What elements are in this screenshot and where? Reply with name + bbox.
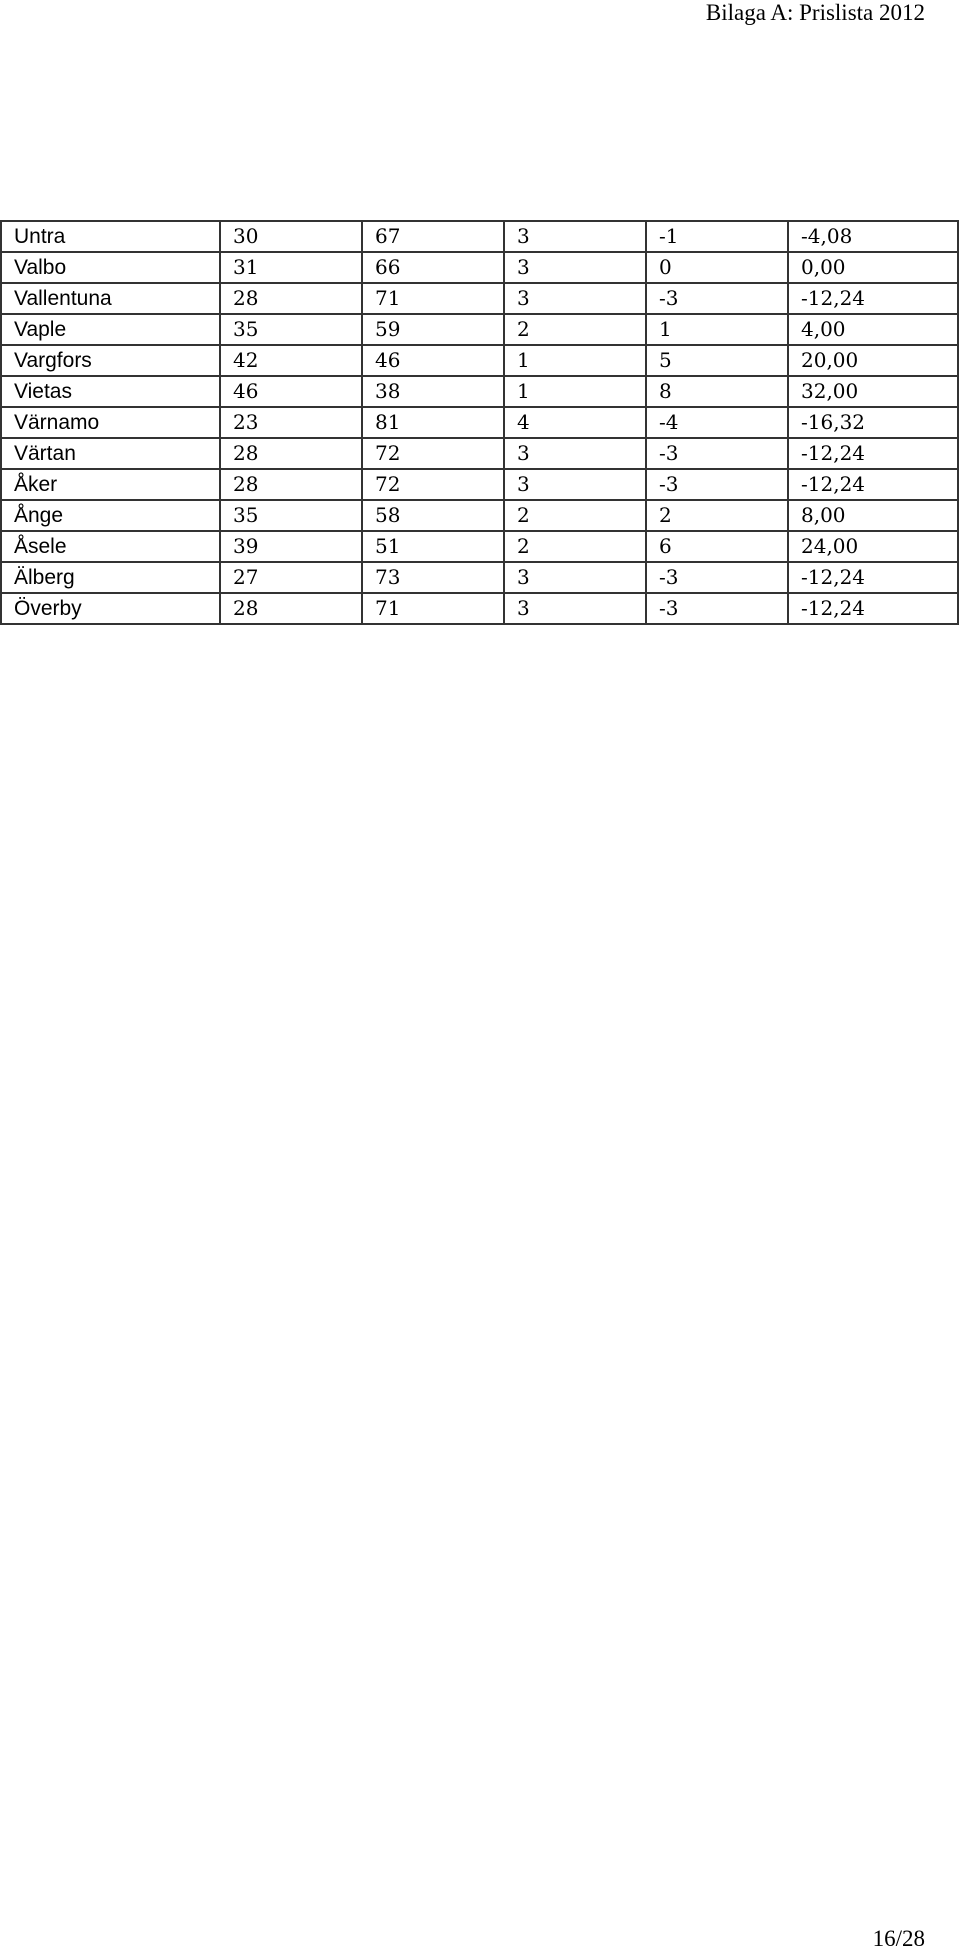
table-cell-location-name: Åsele xyxy=(1,531,220,562)
table-cell-value-3: 1 xyxy=(504,345,646,376)
table-cell-value-3: 1 xyxy=(504,376,646,407)
table-cell-value-5: -12,24 xyxy=(788,438,958,469)
table-cell-value-1: 28 xyxy=(220,283,362,314)
table-cell-value-5: 20,00 xyxy=(788,345,958,376)
table-cell-value-3: 2 xyxy=(504,314,646,345)
table-cell-value-5: -12,24 xyxy=(788,283,958,314)
table-cell-value-2: 67 xyxy=(362,221,504,252)
table-cell-value-4: 8 xyxy=(646,376,788,407)
table-cell-value-4: -3 xyxy=(646,593,788,624)
table-cell-location-name: Älberg xyxy=(1,562,220,593)
table-row xyxy=(1,252,958,283)
table-cell-value-1: 23 xyxy=(220,407,362,438)
table-row xyxy=(1,438,958,469)
table-cell-value-3: 3 xyxy=(504,562,646,593)
table-cell-value-2: 71 xyxy=(362,283,504,314)
table-row xyxy=(1,407,958,438)
table-cell-value-3: 3 xyxy=(504,283,646,314)
table-cell-value-1: 30 xyxy=(220,221,362,252)
table-cell-location-name: Vargfors xyxy=(1,345,220,376)
table-cell-value-5: 24,00 xyxy=(788,531,958,562)
table-cell-location-name: Överby xyxy=(1,593,220,624)
table-row xyxy=(1,345,958,376)
table-cell-location-name: Vaple xyxy=(1,314,220,345)
table-cell-value-4: 5 xyxy=(646,345,788,376)
table-cell-value-5: -12,24 xyxy=(788,593,958,624)
table-cell-value-4: -3 xyxy=(646,562,788,593)
table-cell-value-5: 32,00 xyxy=(788,376,958,407)
table-cell-value-4: 2 xyxy=(646,500,788,531)
table-cell-location-name: Untra xyxy=(1,221,220,252)
table-cell-value-5: 8,00 xyxy=(788,500,958,531)
table-row xyxy=(1,500,958,531)
table-cell-location-name: Valbo xyxy=(1,252,220,283)
table-cell-value-2: 58 xyxy=(362,500,504,531)
table-cell-value-3: 3 xyxy=(504,593,646,624)
table-cell-value-5: 4,00 xyxy=(788,314,958,345)
table-cell-value-2: 51 xyxy=(362,531,504,562)
table-row xyxy=(1,314,958,345)
table-cell-value-4: -3 xyxy=(646,469,788,500)
table-cell-value-3: 2 xyxy=(504,500,646,531)
table-cell-value-5: -12,24 xyxy=(788,562,958,593)
table-cell-location-name: Värtan xyxy=(1,438,220,469)
table-cell-value-2: 59 xyxy=(362,314,504,345)
table-cell-value-2: 72 xyxy=(362,438,504,469)
table-cell-value-4: -3 xyxy=(646,438,788,469)
table-cell-value-3: 3 xyxy=(504,438,646,469)
table-cell-value-5: -4,08 xyxy=(788,221,958,252)
table-cell-value-3: 4 xyxy=(504,407,646,438)
table-cell-value-1: 42 xyxy=(220,345,362,376)
table-cell-value-2: 66 xyxy=(362,252,504,283)
price-list-table-body xyxy=(1,221,958,624)
table-cell-location-name: Åker xyxy=(1,469,220,500)
table-row xyxy=(1,221,958,252)
table-cell-value-4: 1 xyxy=(646,314,788,345)
table-cell-value-1: 39 xyxy=(220,531,362,562)
table-cell-value-1: 28 xyxy=(220,438,362,469)
table-cell-value-1: 27 xyxy=(220,562,362,593)
table-cell-location-name: Värnamo xyxy=(1,407,220,438)
table-cell-value-4: -4 xyxy=(646,407,788,438)
table-cell-location-name: Vietas xyxy=(1,376,220,407)
table-cell-value-2: 72 xyxy=(362,469,504,500)
table-row xyxy=(1,531,958,562)
table-cell-value-1: 28 xyxy=(220,593,362,624)
table-row xyxy=(1,376,958,407)
table-cell-location-name: Ånge xyxy=(1,500,220,531)
table-cell-value-2: 81 xyxy=(362,407,504,438)
table-cell-value-3: 2 xyxy=(504,531,646,562)
table-cell-value-2: 73 xyxy=(362,562,504,593)
table-row xyxy=(1,562,958,593)
table-cell-value-5: 0,00 xyxy=(788,252,958,283)
table-cell-value-1: 28 xyxy=(220,469,362,500)
page-number: 16/28 xyxy=(872,1926,925,1951)
table-cell-location-name: Vallentuna xyxy=(1,283,220,314)
table-cell-value-3: 3 xyxy=(504,221,646,252)
price-list-table xyxy=(0,220,959,625)
table-cell-value-3: 3 xyxy=(504,469,646,500)
table-cell-value-1: 31 xyxy=(220,252,362,283)
table-row xyxy=(1,593,958,624)
table-cell-value-1: 35 xyxy=(220,314,362,345)
page-header-title: Bilaga A: Prislista 2012 xyxy=(705,0,925,25)
table-cell-value-4: 6 xyxy=(646,531,788,562)
table-cell-value-4: -1 xyxy=(646,221,788,252)
table-row xyxy=(1,469,958,500)
table-cell-value-4: -3 xyxy=(646,283,788,314)
table-row xyxy=(1,283,958,314)
table-cell-value-4: 0 xyxy=(646,252,788,283)
table-cell-value-5: -16,32 xyxy=(788,407,958,438)
table-cell-value-2: 46 xyxy=(362,345,504,376)
table-cell-value-1: 46 xyxy=(220,376,362,407)
table-cell-value-2: 38 xyxy=(362,376,504,407)
table-cell-value-3: 3 xyxy=(504,252,646,283)
table-cell-value-2: 71 xyxy=(362,593,504,624)
table-cell-value-5: -12,24 xyxy=(788,469,958,500)
table-cell-value-1: 35 xyxy=(220,500,362,531)
